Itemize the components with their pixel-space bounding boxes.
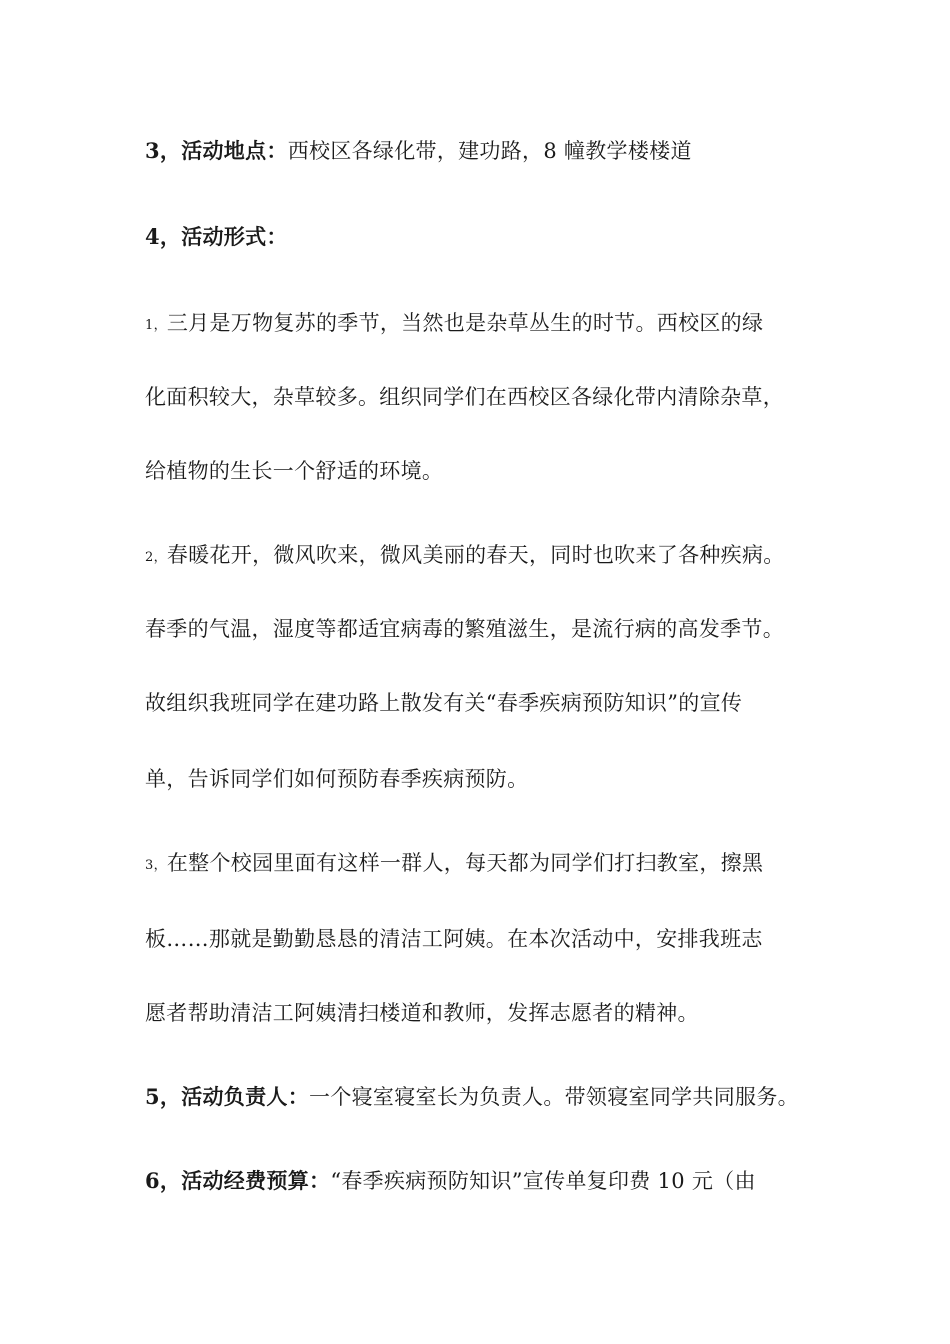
item1-number: 1， — [145, 318, 167, 333]
leader-line — [145, 1082, 845, 1112]
item3-line1 — [145, 848, 845, 881]
location-line — [145, 136, 845, 166]
item3-text3: 愿者帮助清洁工阿姨清扫楼道和教师，发挥志愿者的精神。 — [145, 1001, 699, 1025]
format-heading — [145, 222, 845, 252]
item1-line1 — [145, 308, 845, 341]
item2-text1: 春暖花开，微风吹来，微风美丽的春天，同时也吹来了各种疾病。 — [166, 543, 785, 567]
item2-text2: 春季的气温，湿度等都适宜病毒的繁殖滋生，是流行病的高发季节。 — [145, 617, 784, 641]
item3-number: 3， — [145, 858, 167, 873]
item2-number: 2， — [145, 550, 167, 565]
item2-line2 — [145, 614, 845, 644]
budget-label: 6，活动经费预算： — [145, 1168, 331, 1193]
location-text: 西校区各绿化带，建功路，8 幢教学楼楼道 — [287, 139, 692, 163]
location-label: 3，活动地点： — [145, 138, 288, 163]
item2-line1 — [145, 540, 845, 573]
item1-text2: 化面积较大，杂草较多。组织同学们在西校区各绿化带内清除杂草， — [145, 385, 784, 409]
format-label: 4，活动形式： — [145, 224, 288, 249]
leader-text: 一个寝室寝室长为负责人。带领寝室同学共同服务。 — [309, 1085, 799, 1109]
item3-text1: 在整个校园里面有这样一群人，每天都为同学们打扫教室，擦黑 — [166, 851, 764, 875]
budget-line — [145, 1166, 845, 1196]
leader-label: 5，活动负责人： — [145, 1084, 310, 1109]
budget-text: “春季疾病预防知识”宣传单复印费 10 元（由 — [330, 1169, 756, 1193]
item3-line2 — [145, 924, 845, 954]
item2-line3 — [145, 688, 845, 718]
item1-text1: 三月是万物复苏的季节，当然也是杂草丛生的时节。西校区的绿 — [166, 311, 764, 335]
item1-line2 — [145, 382, 845, 412]
item1-line3 — [145, 456, 845, 486]
item3-line3 — [145, 998, 845, 1028]
item2-text3: 故组织我班同学在建功路上散发有关“春季疾病预防知识”的宣传 — [145, 691, 743, 715]
item2-text4: 单，告诉同学们如何预防春季疾病预防。 — [145, 767, 529, 791]
item3-text2: 板……那就是勤勤恳恳的清洁工阿姨。在本次活动中，安排我班志 — [145, 927, 763, 951]
item1-text3: 给植物的生长一个舒适的环境。 — [145, 459, 444, 483]
item2-line4 — [145, 764, 845, 794]
